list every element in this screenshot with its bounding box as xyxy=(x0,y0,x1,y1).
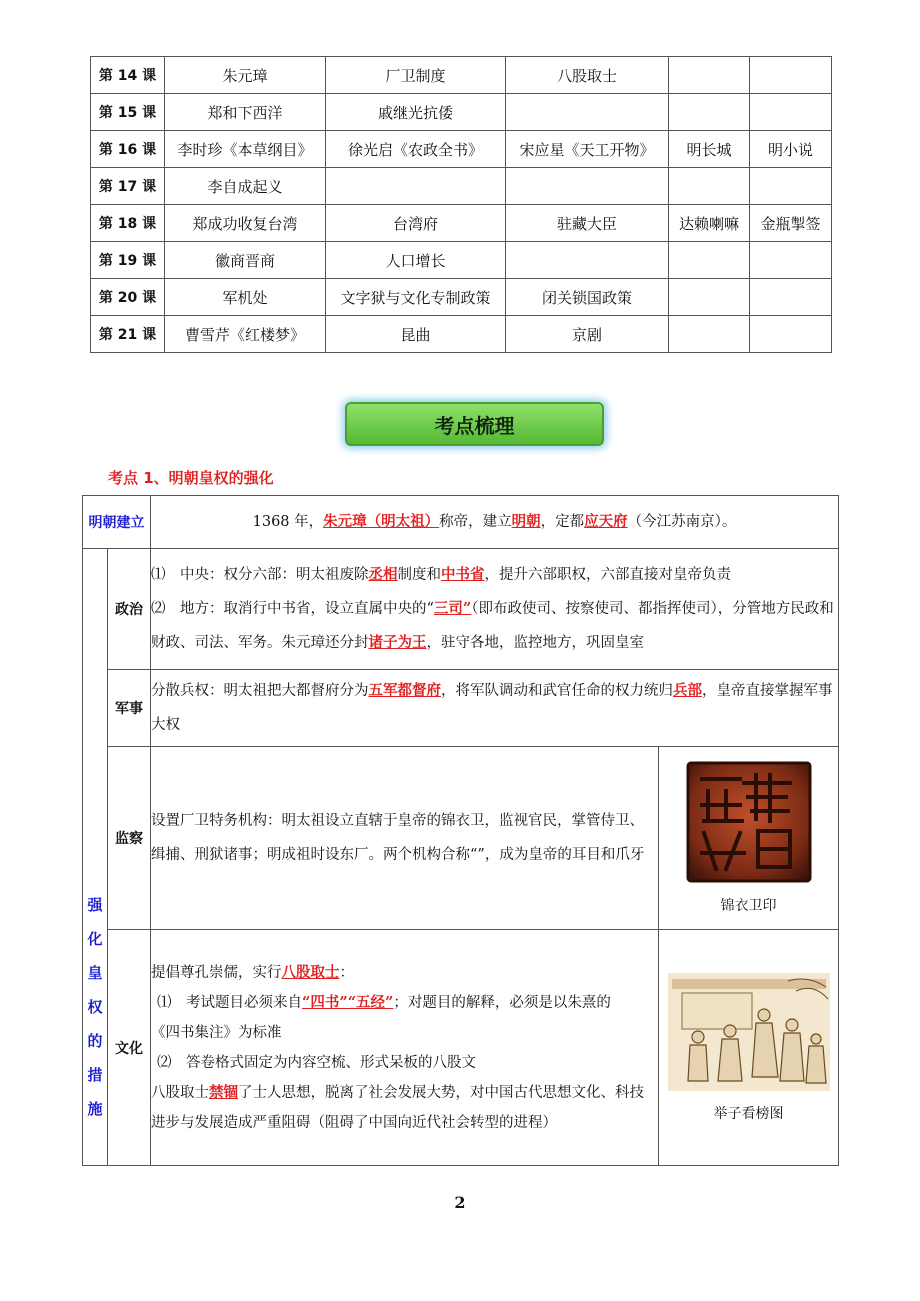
lesson-item xyxy=(506,168,669,205)
lesson-item: 郑和下西洋 xyxy=(165,94,326,131)
lesson-item: 厂卫制度 xyxy=(326,57,506,94)
lesson-row xyxy=(91,316,832,353)
lesson-item xyxy=(669,94,750,131)
lesson-row xyxy=(91,131,832,168)
lesson-item xyxy=(669,279,750,316)
lesson-item xyxy=(750,168,832,205)
lesson-item: 郑成功收复台湾 xyxy=(165,205,326,242)
founding-row xyxy=(83,496,839,549)
measures-label: 强 化 皇 权 的 措 施 xyxy=(83,549,108,1166)
founding-label: 明朝建立 xyxy=(83,496,151,549)
page-number: 2 xyxy=(454,1193,466,1212)
lesson-item: 明小说 xyxy=(750,131,832,168)
lesson-item: 宋应星《天工开物》 xyxy=(506,131,669,168)
founding-text: 1368 年，朱元璋（明太祖）称帝，建立明朝，定都应天府（今江苏南京）。 xyxy=(151,496,839,549)
politics-text: ⑴ 中央：权分六部：明太祖废除丞相制度和中书省，提升六部职权，六部直接对皇帝负责 ⑵ 地方：取消行中书省，设立直属中央的“三司”（即布政使司、按察使司、都指挥使司），分管地方民政和财政、司法、军务。朱元璋还分封诸子为王，驻守各地，监控地方，巩固皇室 xyxy=(151,549,839,670)
lesson-row xyxy=(91,168,832,205)
highlight-zhu-yuanzhang: 朱元璋（明太祖） xyxy=(323,513,440,530)
exam-image-cell xyxy=(659,930,839,1166)
lesson-item: 徽商晋商 xyxy=(165,242,326,279)
lesson-item: 李自成起义 xyxy=(165,168,326,205)
supervision-text: 设置厂卫特务机构：明太祖设立直辖于皇帝的锦衣卫，监视官民，掌管侍卫、缉捕、刑狱诸事；明成祖时设东厂。两个机构合称“”，成为皇帝的耳目和爪牙 xyxy=(151,747,659,930)
seal-image-cell xyxy=(659,747,839,930)
ming-power-table xyxy=(82,495,839,1166)
exam-results-image xyxy=(668,973,830,1091)
lesson-item xyxy=(326,168,506,205)
lesson-item: 朱元璋 xyxy=(165,57,326,94)
lesson-item xyxy=(750,316,832,353)
lesson-item xyxy=(506,242,669,279)
lesson-item xyxy=(669,57,750,94)
culture-row xyxy=(83,930,839,1166)
culture-label: 文化 xyxy=(108,930,151,1166)
lesson-number: 第 20 课 xyxy=(91,279,165,316)
lesson-item: 军机处 xyxy=(165,279,326,316)
lesson-row xyxy=(91,205,832,242)
lesson-item: 徐光启《农政全书》 xyxy=(326,131,506,168)
lesson-item xyxy=(506,94,669,131)
lesson-number: 第 21 课 xyxy=(91,316,165,353)
lesson-number: 第 16 课 xyxy=(91,131,165,168)
lesson-item: 文字狱与文化专制政策 xyxy=(326,279,506,316)
lesson-item: 昆曲 xyxy=(326,316,506,353)
lesson-item: 曹雪芹《红楼梦》 xyxy=(165,316,326,353)
highlight-yingtian: 应天府 xyxy=(584,513,628,530)
lesson-item: 戚继光抗倭 xyxy=(326,94,506,131)
politics-label: 政治 xyxy=(108,549,151,670)
jinyiwei-seal-image xyxy=(686,761,812,883)
lesson-item: 金瓶掣签 xyxy=(750,205,832,242)
lesson-item xyxy=(750,279,832,316)
lesson-item xyxy=(750,94,832,131)
supervision-row xyxy=(83,747,839,930)
lessons-table xyxy=(90,56,832,353)
lesson-item: 八股取士 xyxy=(506,57,669,94)
politics-row xyxy=(83,549,839,670)
exam-caption: 举子看榜图 xyxy=(713,1105,784,1122)
lesson-number: 第 15 课 xyxy=(91,94,165,131)
military-text: 分散兵权：明太祖把大都督府分为五军都督府，将军队调动和武官任命的权力统归兵部，皇帝直接掌握军事大权 xyxy=(151,670,839,747)
lesson-item xyxy=(669,168,750,205)
military-label: 军事 xyxy=(108,670,151,747)
military-row xyxy=(83,670,839,747)
lesson-number: 第 18 课 xyxy=(91,205,165,242)
lesson-item xyxy=(750,242,832,279)
lesson-item: 闭关锁国政策 xyxy=(506,279,669,316)
lesson-item xyxy=(669,316,750,353)
lesson-item: 明长城 xyxy=(669,131,750,168)
lesson-number: 第 19 课 xyxy=(91,242,165,279)
section-banner: 考点梳理 xyxy=(345,402,604,446)
lesson-item: 达赖喇嘛 xyxy=(669,205,750,242)
supervision-label: 监察 xyxy=(108,747,151,930)
lesson-row xyxy=(91,242,832,279)
lesson-item: 京剧 xyxy=(506,316,669,353)
lesson-item: 人口增长 xyxy=(326,242,506,279)
lesson-row xyxy=(91,279,832,316)
culture-text: 提倡尊孔崇儒，实行八股取士： ⑴ 考试题目必须来自“四书”“五经”；对题目的解释，必须是以朱熹的 《四书集注》为标准 ⑵ 答卷格式固定为内容空梳、形式呆板的八股文 八股取士禁锢了士人思想，脱离了社会发展大势，对中国古代思想文化、科技进步与发展造成严重阻碍（阻碍了中国向近代社会转型的进程） xyxy=(151,930,659,1166)
lesson-item: 台湾府 xyxy=(326,205,506,242)
lesson-item xyxy=(669,242,750,279)
seal-caption: 锦衣卫印 xyxy=(720,898,777,914)
lesson-item xyxy=(750,57,832,94)
lesson-item: 李时珍《本草纲目》 xyxy=(165,131,326,168)
lesson-number: 第 17 课 xyxy=(91,168,165,205)
lesson-row xyxy=(91,94,832,131)
highlight-ming: 明朝 xyxy=(511,513,541,530)
lesson-row xyxy=(91,57,832,94)
lesson-item: 驻藏大臣 xyxy=(506,205,669,242)
lesson-number: 第 14 课 xyxy=(91,57,165,94)
section-title: 考点 1、明朝皇权的强化 xyxy=(108,469,274,487)
